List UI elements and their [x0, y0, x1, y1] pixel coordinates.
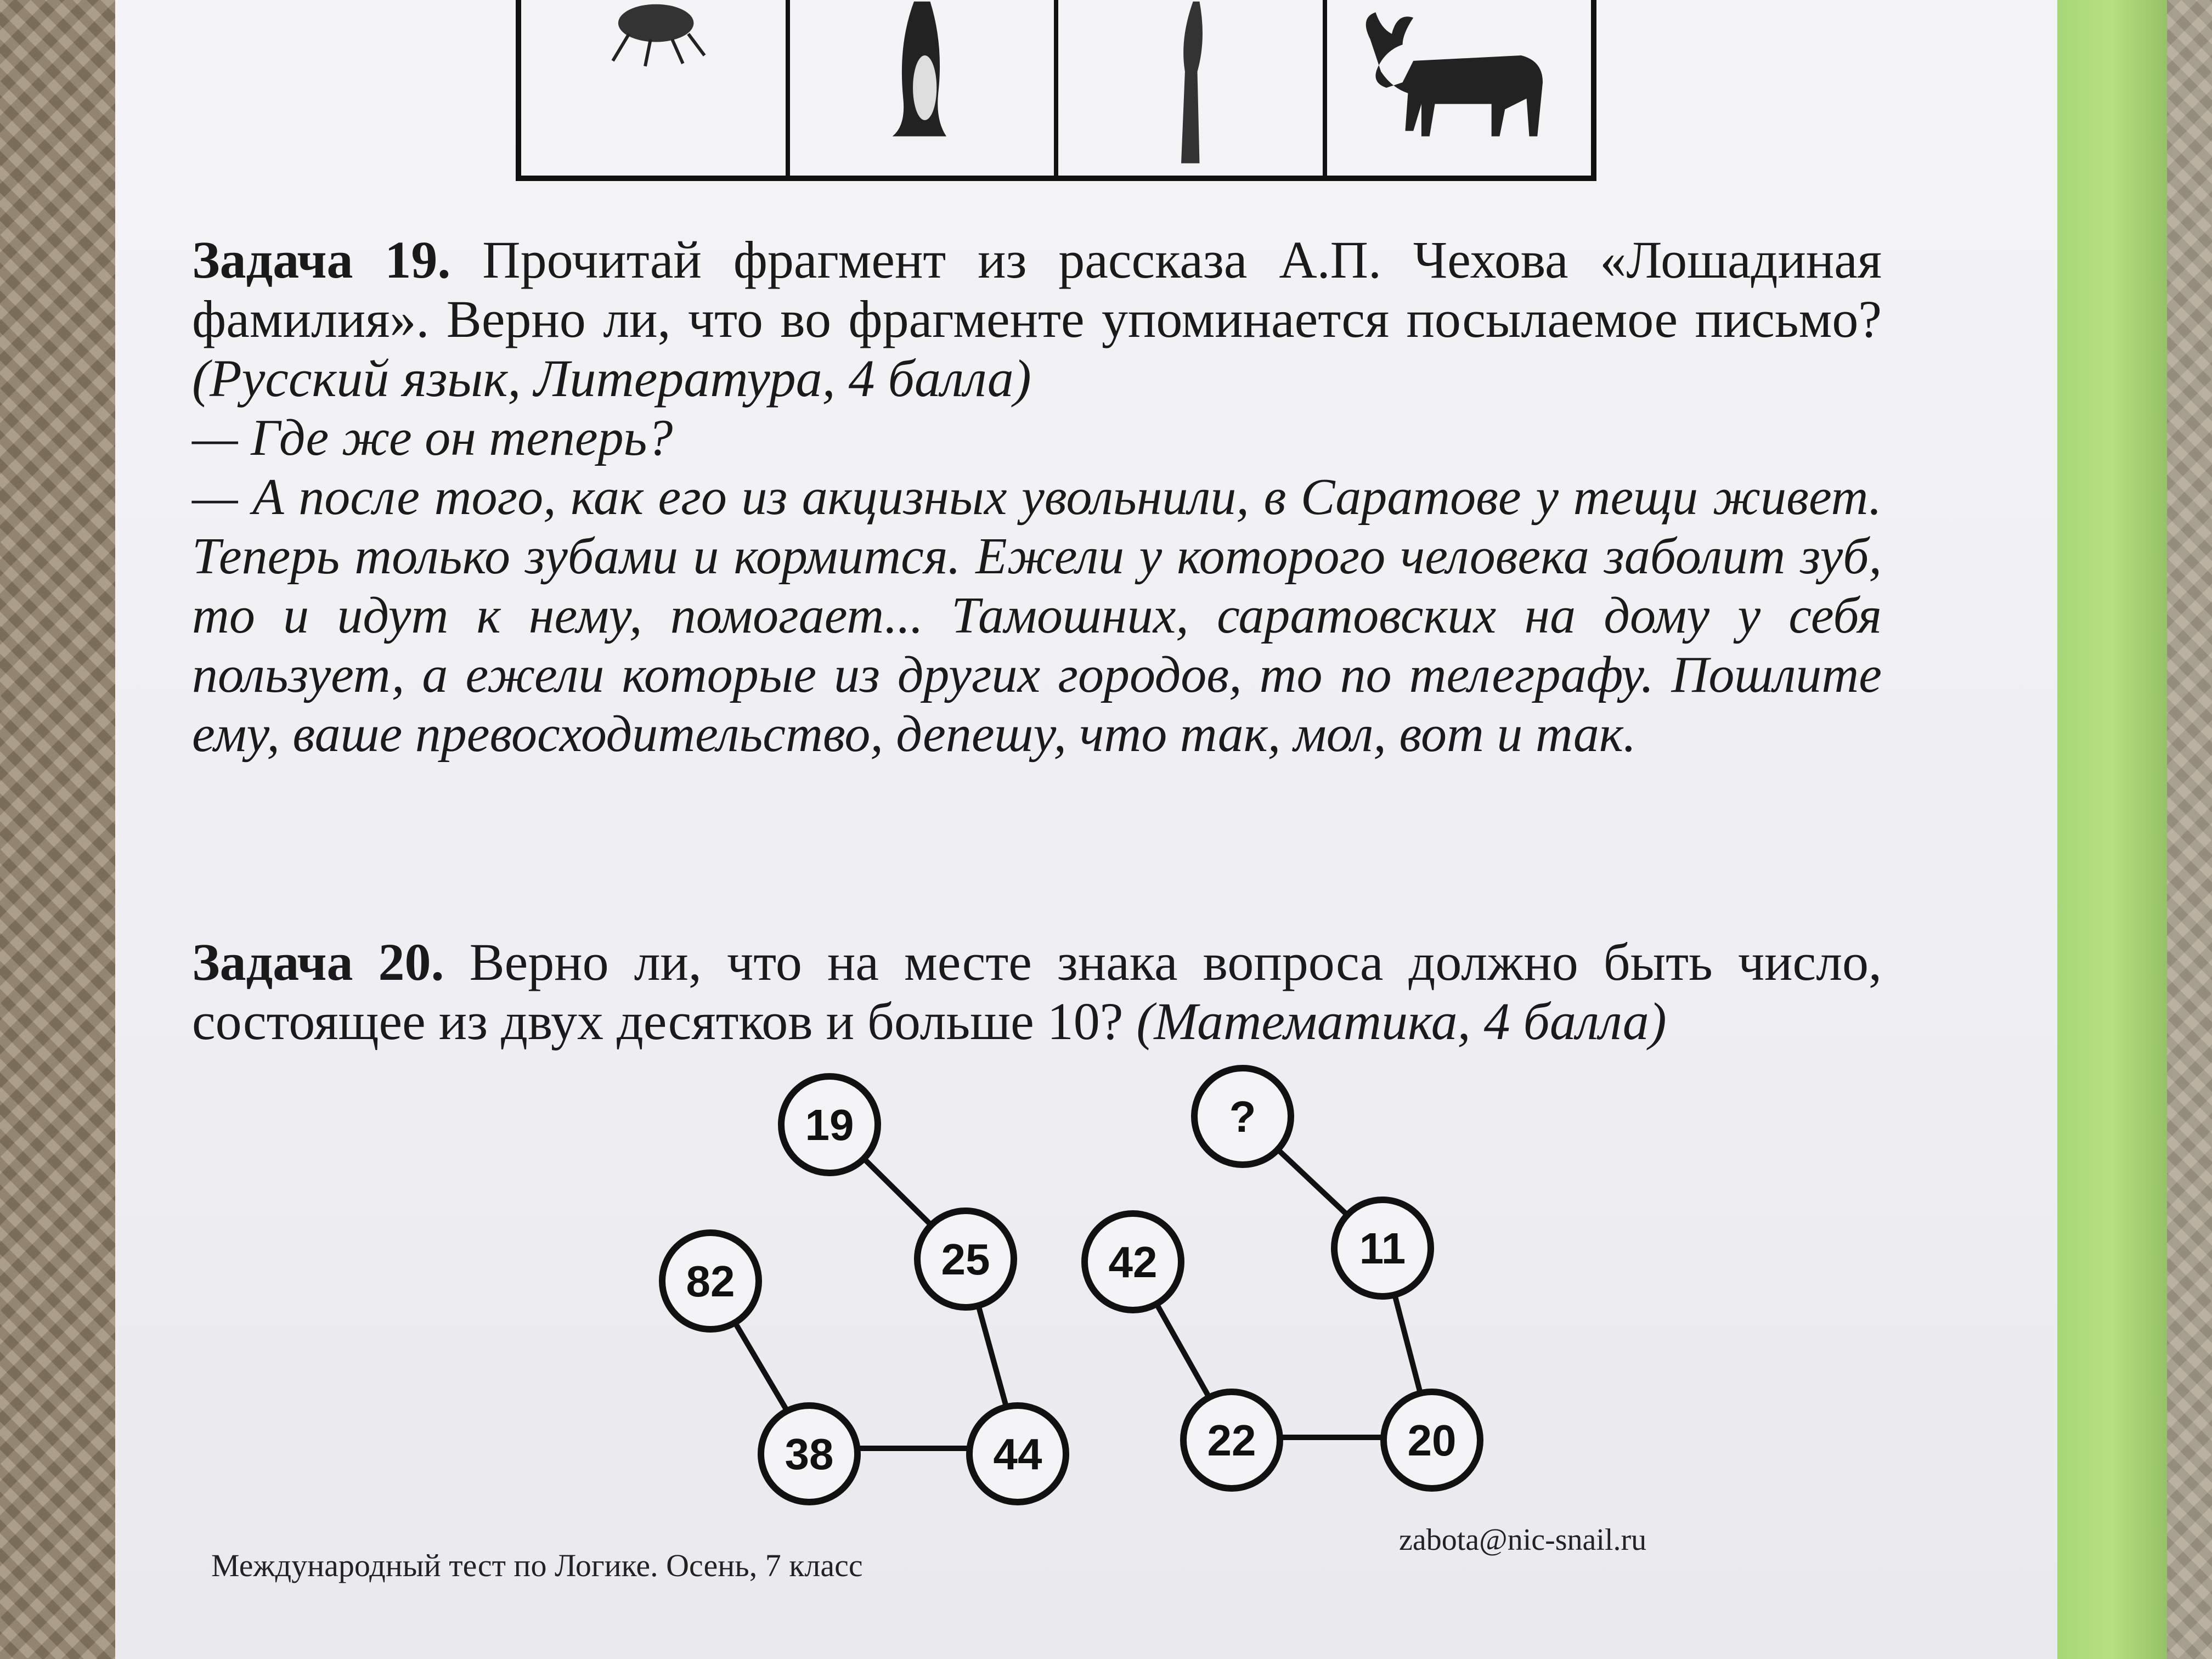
number-left-1: 19 — [805, 1101, 854, 1149]
task-19-text: Прочитай фрагмент из рассказа А.П. Чехова «Лошадиная фамилия». Верно ли, что во фрагменте упоминается посылаемое письмо? — [192, 230, 1882, 348]
task-19-title: Задача 19. — [192, 230, 451, 289]
footer-test-name: Международный тест по Логике. Осень, 7 класс — [211, 1548, 863, 1583]
quote-line-1: — Где же он теперь? — [192, 409, 673, 466]
task-19-note: (Русский язык, Литература, 4 балла) — [192, 349, 1031, 408]
number-left-4: 38 — [785, 1430, 834, 1479]
task-20-text: Верно ли, что на месте знака вопроса должно быть число, состоящее из двух десятков и больше 10? — [192, 933, 1882, 1051]
number-left-2: 25 — [941, 1235, 990, 1284]
task-20-note: (Математика, 4 балла) — [1136, 992, 1667, 1051]
footer-email: zabota@nic-snail.ru — [1399, 1523, 1647, 1557]
number-right-1: ? — [1229, 1092, 1256, 1141]
quote-line-2: — А после того, как его из акцизных увольнили, в Саратове у тещи живет. Теперь только зубами и кормится. Ежели у которого человека заболит зуб, то и идут к нему, помогает... Тамошних, саратовских на дому у себя пользует, а ежели которые из других городов, то по телеграфу. Пошлите ему, ваше превосходительство, депешу, что так, мол, вот и так. — [192, 469, 1882, 763]
number-right-2: 11 — [1359, 1224, 1406, 1273]
number-right-3: 20 — [1407, 1416, 1457, 1465]
number-right-5: 42 — [1108, 1238, 1158, 1286]
number-left-5: 82 — [686, 1257, 735, 1306]
number-right-4: 22 — [1207, 1416, 1256, 1465]
task-20-title: Задача 20. — [192, 933, 444, 991]
number-left-3: 44 — [993, 1430, 1042, 1479]
